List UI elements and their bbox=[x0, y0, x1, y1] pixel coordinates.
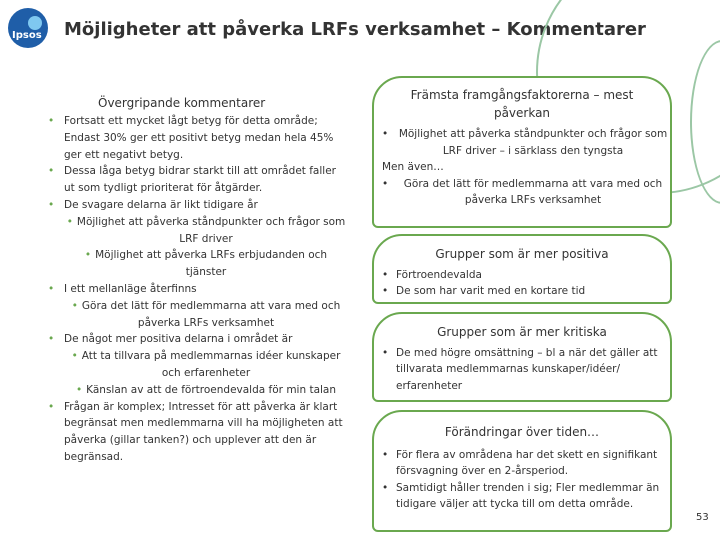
sub-list bbox=[64, 348, 348, 398]
sub-list-item: • Möjlighet att påverka ståndpunkter och frågor som LRF driver bbox=[66, 215, 346, 245]
list-item: • För flera av områdena har det skett en signifikant försvagning över en 2-årsperiod. bbox=[374, 447, 670, 480]
page-number: 53 bbox=[696, 512, 709, 523]
critical-groups-title: Grupper som är mer kritiska bbox=[437, 325, 607, 339]
positive-groups-list bbox=[374, 267, 670, 300]
left-heading: Övergripande kommentarer bbox=[98, 96, 266, 110]
critical-groups-list bbox=[374, 345, 670, 395]
positive-groups-box bbox=[372, 234, 672, 304]
success-factors-list bbox=[374, 126, 670, 159]
list-item: • Samtidigt håller trenden i sig; Fler medlemmar än tidigare väljer att tycka till om detta område. bbox=[374, 480, 670, 513]
changes-over-time-list bbox=[374, 447, 670, 513]
sub-list-item: • Möjlighet att påverka LRFs erbjudanden och tjänster bbox=[84, 249, 328, 279]
page-title: Möjligheter att påverka LRFs verksamhet – Kommentarer bbox=[64, 19, 646, 40]
changes-over-time-title: Förändringar över tiden… bbox=[444, 425, 600, 439]
list-item: • Förtroendevalda bbox=[374, 267, 670, 284]
logo-text: Ipsos bbox=[12, 30, 42, 41]
sub-list-item: • Att ta tillvara på medlemmarnas idéer kunskaper och erfarenheter bbox=[71, 350, 341, 379]
list-item: • Göra det lätt för medlemmarna att vara med och påverka LRFs verksamhet bbox=[374, 176, 670, 209]
critical-groups-box bbox=[372, 312, 672, 402]
changes-over-time-box bbox=[372, 410, 672, 532]
list-item: • De med högre omsättning – bl a när det gäller att tillvarata medlemmarnas kunskaper/idéer/ erfarenheter bbox=[374, 345, 670, 395]
list-item: • Dessa låga betyg bidrar starkt till att området faller ut som tydligt prioriterat för åtgärder. bbox=[48, 163, 348, 197]
sub-list bbox=[64, 298, 348, 332]
list-item: • De något mer positiva delarna i området är • Att ta tillvara på medlemmarnas idéer kunskaper och erfarenheter • Känslan av att de förtroendevalda för min talan bbox=[48, 331, 348, 398]
positive-groups-title: Grupper som är mer positiva bbox=[435, 247, 609, 261]
also-label: Men även… bbox=[382, 161, 444, 173]
list-item: • Frågan är komplex; Intresset för att påverka är klart begränsat men medlemmarna vill ha möjligheten att påverka (gillar tanken?) och upplever att den är begränsad. bbox=[48, 399, 348, 466]
sub-list bbox=[64, 214, 348, 281]
overall-comments-list bbox=[48, 113, 348, 466]
list-item: • Fortsatt ett mycket lågt betyg för detta område; Endast 30% ger ett positivt betyg medan hela 45% ger ett negativt betyg. bbox=[48, 113, 348, 163]
list-item: • De svagare delarna är likt tidigare år • Möjlighet att påverka ståndpunkter och frågor som LRF driver • Möjlighet att påverka LRFs erbjudanden och tjänster bbox=[48, 197, 348, 281]
success-factors-box bbox=[372, 76, 672, 228]
success-factors-title: Främsta framgångsfaktorerna – mest påverkan bbox=[410, 88, 634, 120]
ipsos-logo bbox=[8, 8, 48, 48]
logo-mark-icon bbox=[28, 16, 42, 30]
list-item: • De som har varit med en kortare tid bbox=[374, 283, 670, 300]
sub-list-item: • Känslan av att de förtroendevalda för min talan bbox=[75, 383, 337, 396]
list-item: • I ett mellanläge återfinns • Göra det lätt för medlemmarna att vara med och påverka LRFs verksamhet bbox=[48, 281, 348, 331]
sub-list-item: • Göra det lätt för medlemmarna att vara med och påverka LRFs verksamhet bbox=[71, 299, 341, 329]
also-list bbox=[374, 176, 670, 209]
list-item: • Möjlighet att påverka ståndpunkter och frågor som LRF driver – i särklass den tyngsta bbox=[374, 126, 670, 159]
